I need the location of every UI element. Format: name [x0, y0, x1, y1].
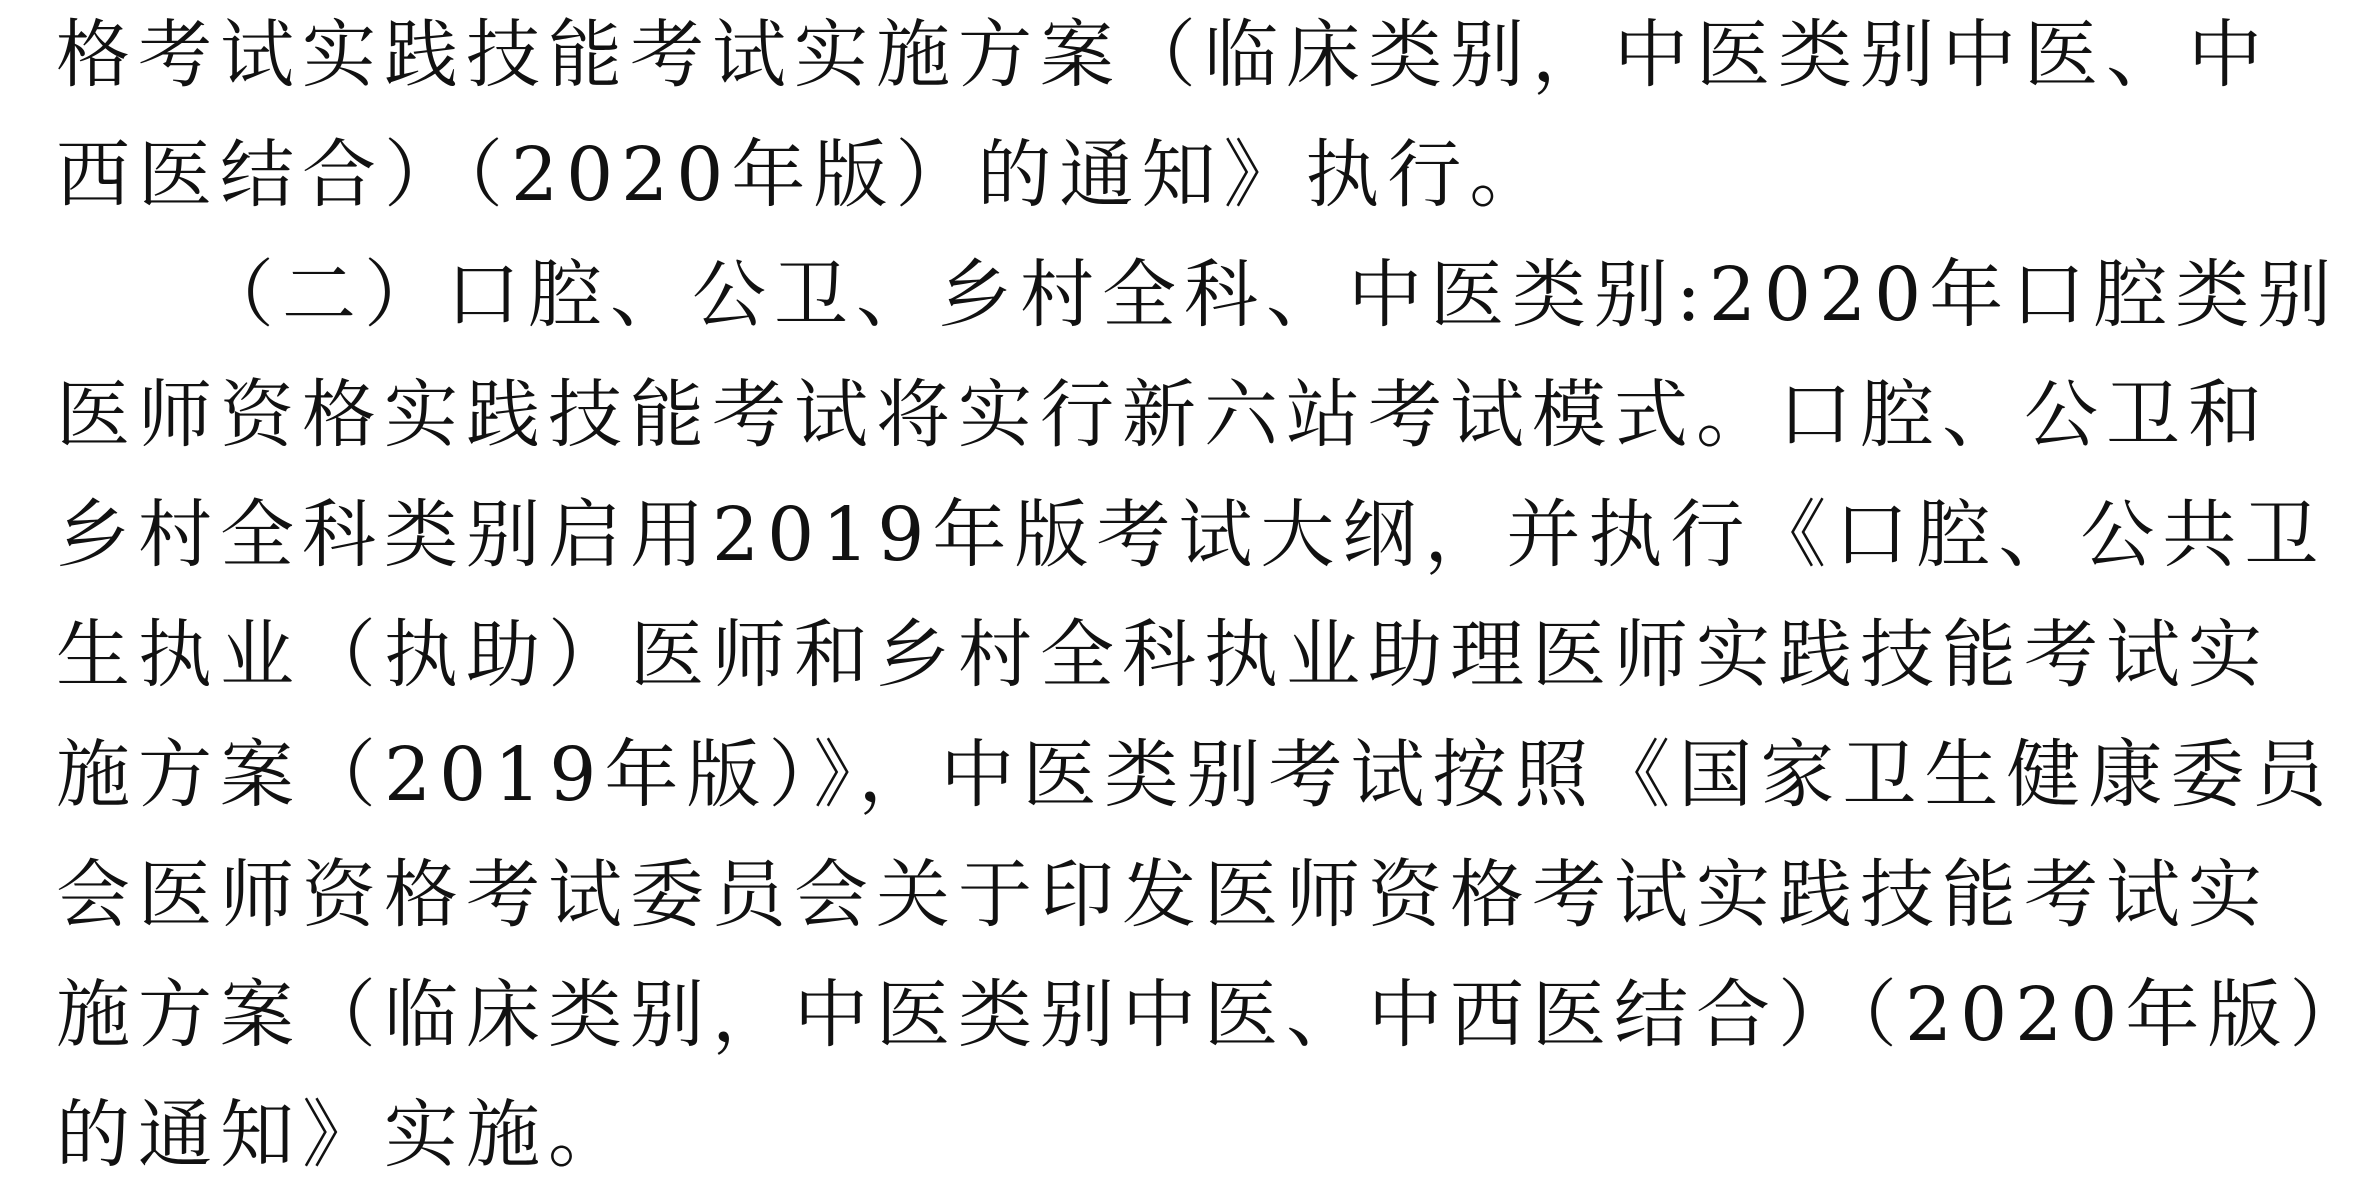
text-line: 施方案（2019年版）》，中医类别考试按照《国家卫生健康委员 — [56, 732, 2335, 818]
text-line: 施方案（临床类别，中医类别中医、中西医结合）（2020年版） — [56, 972, 2371, 1058]
text-line: 生执业（执助）医师和乡村全科执业助理医师实践技能考试实 — [56, 612, 2270, 698]
section-heading-line: （二）口腔、公卫、乡村全科、中医类别:2020年口腔类别 — [200, 252, 2340, 338]
text-line: 的通知》实施。 — [56, 1092, 630, 1178]
text-line: 格考试实践技能考试实施方案（临床类别，中医类别中医、中 — [56, 12, 2270, 98]
text-line: 会医师资格考试委员会关于印发医师资格考试实践技能考试实 — [56, 852, 2270, 938]
text-line: 西医结合）（2020年版）的通知》执行。 — [56, 132, 1552, 218]
text-line: 乡村全科类别启用2019年版考试大纲，并执行《口腔、公共卫 — [56, 492, 2327, 578]
text-line: 医师资格实践技能考试将实行新六站考试模式。口腔、公卫和 — [56, 372, 2270, 458]
